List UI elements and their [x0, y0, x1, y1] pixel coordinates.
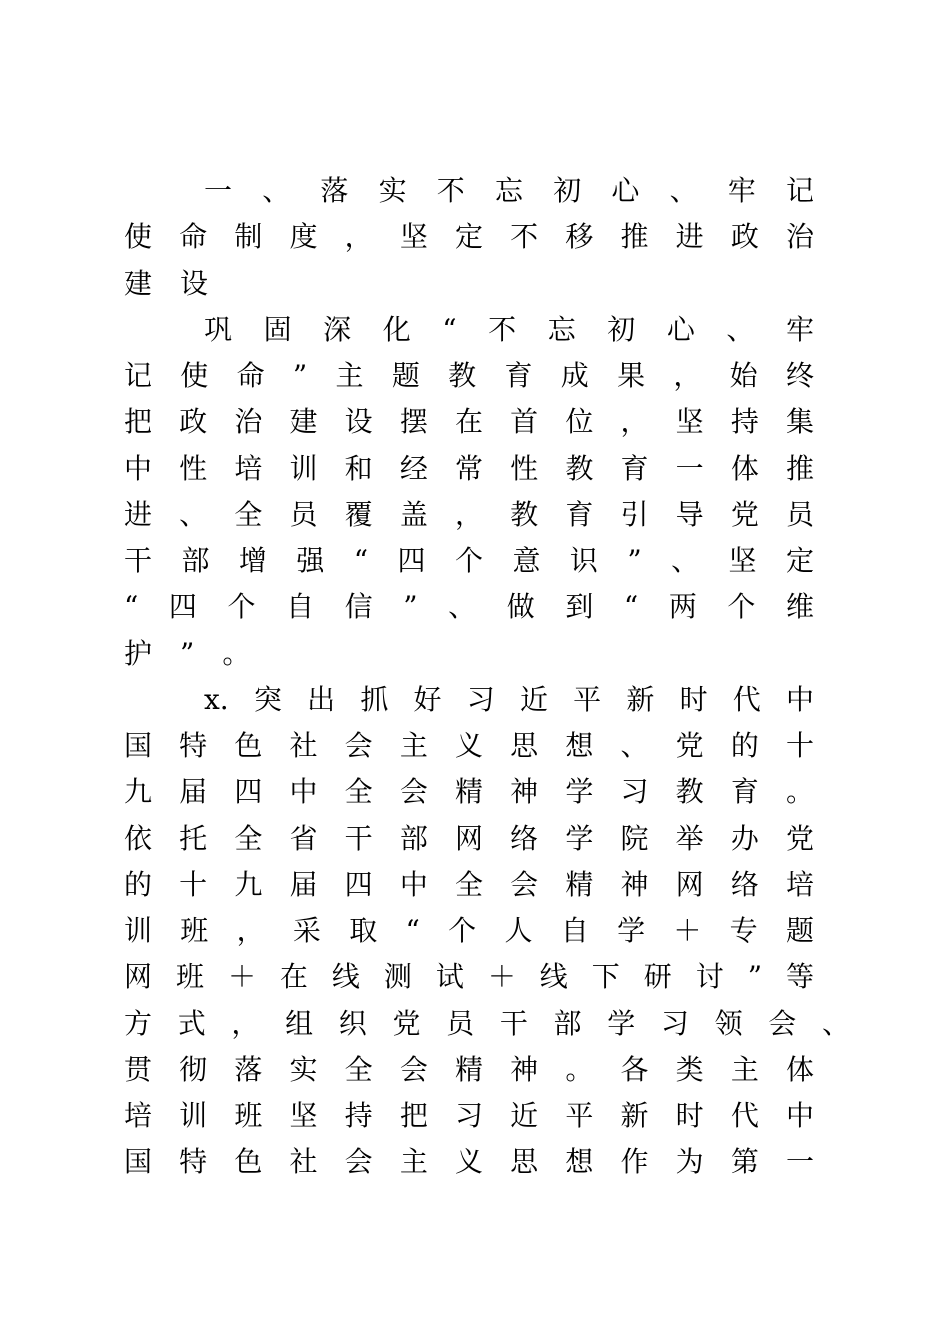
paragraph-line: 培训班坚持把习近平新时代中: [124, 1099, 814, 1132]
paragraph-line: 国特色社会主义思想作为第一: [124, 1145, 814, 1178]
paragraph-line: 的十九届四中全会精神网络培: [124, 868, 814, 901]
paragraph-line: x.突出抓好习近平新时代中: [204, 683, 814, 716]
paragraph-line: 巩固深化“不忘初心、牢: [204, 313, 814, 346]
paragraph-line: 国特色社会主义思想、党的十: [124, 729, 814, 762]
paragraph-line: 依托全省干部网络学院举办党: [124, 822, 814, 855]
section-heading-line-2: 使命制度，坚定不移推进政治: [124, 220, 814, 253]
paragraph-line: 把政治建设摆在首位，坚持集: [124, 405, 814, 438]
paragraph-line: 干部增强“四个意识”、坚定: [124, 544, 814, 577]
paragraph-line: 训班，采取“个人自学＋专题: [124, 914, 814, 947]
paragraph-line: 中性培训和经常性教育一体推: [124, 452, 814, 485]
paragraph-line: 护”。: [124, 637, 279, 670]
paragraph-line: 贯彻落实全会精神。各类主体: [124, 1053, 814, 1086]
paragraph-line: 网班＋在线测试＋线下研讨”等: [124, 960, 814, 993]
section-heading-line-1: 一、落实不忘初心、牢记: [204, 174, 814, 207]
paragraph-line: “四个自信”、做到“两个维: [124, 590, 814, 623]
paragraph-line: 九届四中全会精神学习教育。: [124, 775, 814, 808]
paragraph-line: 方式，组织党员干部学习领会、: [124, 1007, 850, 1040]
paragraph-line: 进、全员覆盖，教育引导党员: [124, 498, 814, 531]
section-heading-line-3: 建设: [124, 267, 237, 300]
paragraph-line: 记使命”主题教育成果，始终: [124, 359, 814, 392]
